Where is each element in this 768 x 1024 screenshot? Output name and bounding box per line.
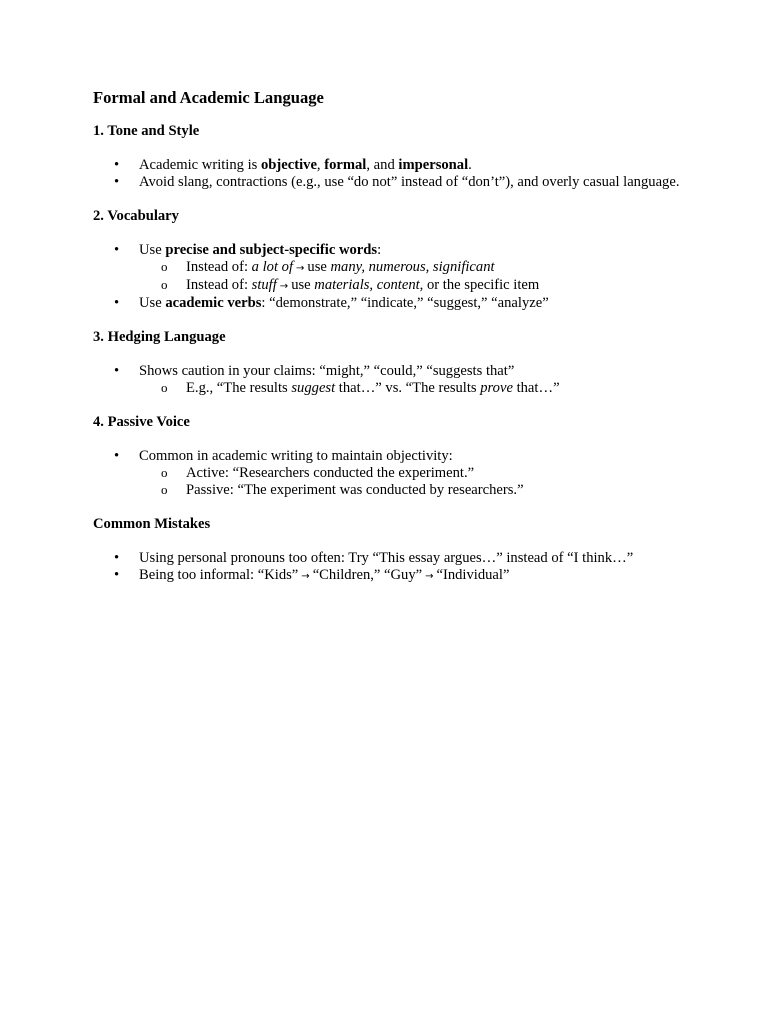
section-heading-passive-voice: 4. Passive Voice (93, 414, 190, 430)
italic-text: suggest (291, 380, 336, 396)
section-heading-vocabulary: 2. Vocabulary (93, 208, 179, 224)
text: “Children,” “Guy” (312, 567, 423, 583)
text: : “demonstrate,” “indicate,” “suggest,” “analyze” (261, 295, 549, 311)
list-item (93, 448, 688, 499)
text: Use (139, 295, 166, 311)
list-item (93, 363, 688, 397)
text: , (316, 157, 325, 173)
sub-list-item (139, 380, 688, 397)
sub-list (139, 465, 688, 499)
bold-text: precise and subject-specific words (165, 242, 378, 258)
text: Instead of: (186, 277, 252, 293)
text: Shows caution in your claims: “might,” “could,” “suggests that” (139, 363, 515, 379)
right-arrow-icon: → (296, 263, 305, 274)
sub-list-item: o Active: “Researchers conducted the experiment.” (139, 465, 688, 482)
text: “Individual” (436, 567, 510, 583)
italic-text: many, numerous, significant (330, 259, 495, 275)
text: E.g., “The results (186, 380, 292, 396)
sub-list (139, 259, 688, 295)
italic-text: stuff (251, 277, 277, 293)
sub-list-item (139, 259, 688, 277)
text: use (307, 259, 331, 275)
right-arrow-icon: → (301, 571, 310, 582)
text: , and (366, 157, 399, 173)
text: Academic writing is (139, 157, 261, 173)
text: Common in academic writing to maintain objectivity: (139, 448, 453, 464)
text: . (468, 157, 472, 173)
sub-list-item: o Passive: “The experiment was conducted by researchers.” (139, 482, 688, 499)
text: : (377, 242, 382, 258)
text: that…” (512, 380, 560, 396)
sub-list-item (139, 277, 688, 295)
text: Instead of: (186, 259, 252, 275)
common-mistakes-list (93, 550, 688, 585)
text: Use (139, 242, 166, 258)
bold-text: academic verbs (165, 295, 262, 311)
list-item (93, 567, 688, 585)
italic-text: a lot of (251, 259, 294, 275)
hedging-list (93, 363, 688, 397)
list-item: • Using personal pronouns too often: Try “This essay argues…” instead of “I think…” (93, 550, 688, 567)
text: that…” vs. “The results (335, 380, 481, 396)
list-item (93, 157, 688, 174)
document-title: Formal and Academic Language (93, 88, 324, 107)
bold-text: objective (261, 157, 317, 173)
italic-text: prove (480, 380, 513, 396)
list-item (93, 295, 688, 312)
tone-style-list (93, 157, 688, 191)
text: use (291, 277, 315, 293)
right-arrow-icon: → (425, 571, 434, 582)
bold-text: impersonal (398, 157, 469, 173)
list-item (93, 242, 688, 295)
text: or the specific item (423, 277, 540, 293)
section-heading-common-mistakes: Common Mistakes (93, 516, 211, 532)
text: Being too informal: “Kids” (139, 567, 299, 583)
right-arrow-icon: → (279, 281, 289, 292)
vocabulary-list (93, 242, 688, 312)
passive-voice-list (93, 448, 688, 499)
list-item: • Avoid slang, contractions (e.g., use “do not” instead of “don’t”), and overly casual language. (93, 174, 688, 191)
section-heading-hedging: 3. Hedging Language (93, 329, 226, 345)
bold-text: formal (324, 157, 367, 173)
italic-text: materials, content, (314, 277, 424, 293)
section-heading-tone-style: 1. Tone and Style (93, 123, 200, 139)
sub-list (139, 380, 688, 397)
